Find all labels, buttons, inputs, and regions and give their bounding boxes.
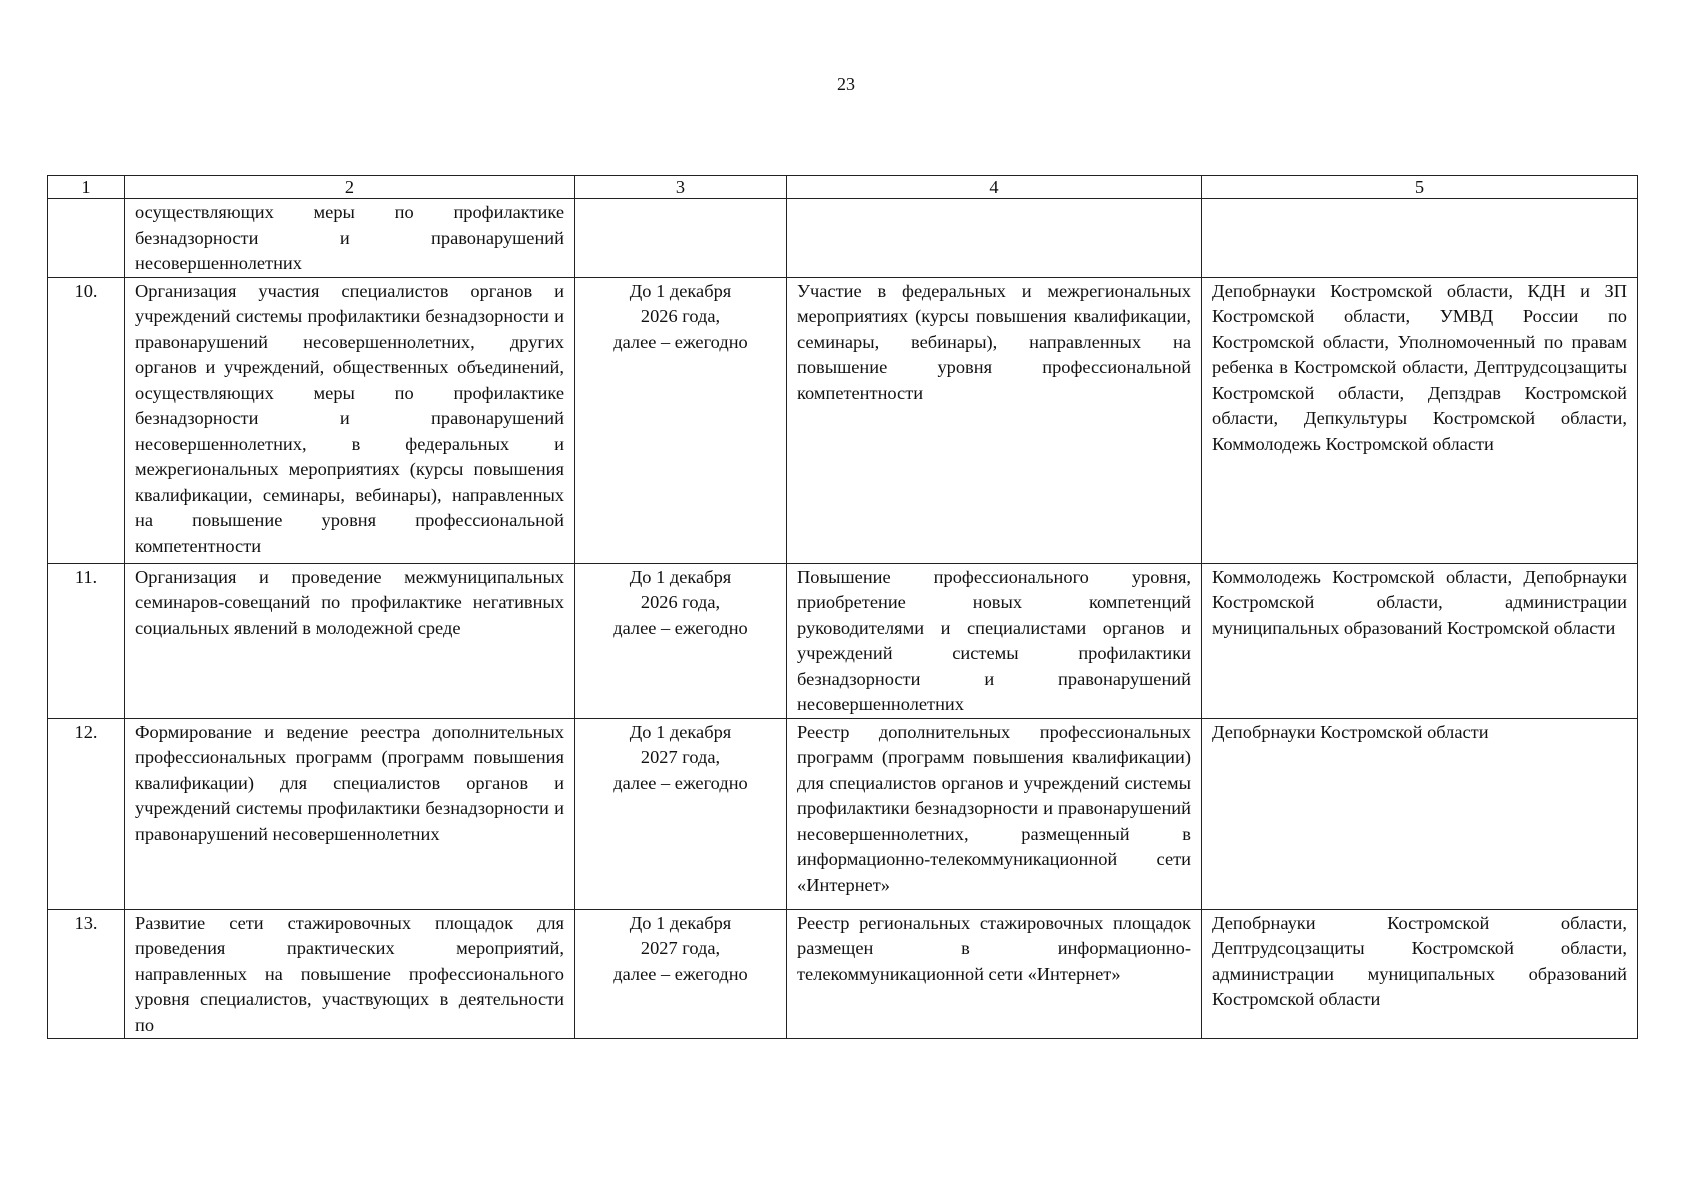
deadline-line: далее – ежегодно xyxy=(613,963,748,984)
row-number xyxy=(48,199,125,278)
deadline-cell xyxy=(575,277,787,563)
table-row xyxy=(48,563,1638,718)
column-number: 5 xyxy=(1202,176,1638,199)
deadline-line: 2027 года, xyxy=(640,938,721,958)
column-number: 1 xyxy=(48,176,125,199)
table-row xyxy=(48,199,1638,278)
deadline-line: До 1 декабря xyxy=(629,721,732,742)
column-number: 3 xyxy=(575,176,787,199)
measure-text: Формирование и ведение реестра дополнительных профессиональных программ (программ повышения квалификации) для специалистов органов и учреждений системы профилактики безнадзорности и правонарушений несовершеннолетних xyxy=(125,718,575,909)
page-number: 23 xyxy=(837,74,855,94)
deadline-cell xyxy=(575,563,787,718)
measures-table-body xyxy=(48,176,1638,1039)
deadline-line: До 1 декабря xyxy=(629,566,732,587)
deadline-line: 2026 года, xyxy=(640,592,721,612)
column-numbers-row xyxy=(48,176,1638,199)
table-row xyxy=(48,277,1638,563)
measure-text: Организация и проведение межмуниципальных семинаров-совещаний по профилактике негативных социальных явлений в молодежной среде xyxy=(125,563,575,718)
measure-text: осуществляющих меры по профилактике безнадзорности и правонарушений несовершеннолетних xyxy=(125,199,575,278)
measures-table xyxy=(47,175,1638,1039)
responsible-executors: Депобрнауки Костромской области, Дептрудсоцзащиты Костромской области, администрации муниципальных образований Костромской области xyxy=(1202,909,1638,1039)
deadline-cell xyxy=(575,718,787,909)
row-number: 12. xyxy=(48,718,125,909)
table-row xyxy=(48,718,1638,909)
deadline-line: далее – ежегодно xyxy=(613,617,748,638)
row-number: 13. xyxy=(48,909,125,1039)
deadline-line: До 1 декабря xyxy=(629,280,732,301)
deadline-cell xyxy=(575,909,787,1039)
expected-result: Реестр дополнительных профессиональных программ (программ повышения квалификации) для специалистов органов и учреждений системы профилактики безнадзорности и правонарушений несовершеннолетних, размещенный в информационно-телекоммуникационной сети «Интернет» xyxy=(787,718,1202,909)
deadline-cell xyxy=(575,199,787,278)
deadline-line: далее – ежегодно xyxy=(613,772,748,793)
responsible-executors: Депобрнауки Костромской области xyxy=(1202,718,1638,909)
deadline-line: До 1 декабря xyxy=(629,912,732,933)
measure-text: Организация участия специалистов органов и учреждений системы профилактики безнадзорности и правонарушений несовершеннолетних, других органов и учреждений, общественных объединений, осуществляющих меры по профилактике безнадзорности и правонарушений несовершеннолетних, в федеральных и межрегиональных мероприятиях (курсы повышения квалификации, семинары, вебинары), направленных на повышение уровня профессиональной компетентности xyxy=(125,277,575,563)
responsible-executors: Депобрнауки Костромской области, КДН и ЗП Костромской области, УМВД России по Костромской области, Уполномоченный по правам ребенка в Костромской области, Дептрудсоцзащиты Костромской области, Депздрав Костромской области, Депкультуры Костромской области, Коммолодежь Костромской области xyxy=(1202,277,1638,563)
measure-text: Развитие сети стажировочных площадок для проведения практических мероприятий, направленных на повышение профессионального уровня специалистов, участвующих в деятельности по xyxy=(125,909,575,1039)
responsible-executors xyxy=(1202,199,1638,278)
row-number: 10. xyxy=(48,277,125,563)
expected-result: Реестр региональных стажировочных площадок размещен в информационно-телекоммуникационной сети «Интернет» xyxy=(787,909,1202,1039)
row-number: 11. xyxy=(48,563,125,718)
expected-result: Участие в федеральных и межрегиональных мероприятиях (курсы повышения квалификации, семинары, вебинары), направленных на повышение уровня профессиональной компетентности xyxy=(787,277,1202,563)
deadline-line: 2026 года, xyxy=(640,306,721,326)
responsible-executors: Коммолодежь Костромской области, Депобрнауки Костромской области, администрации муниципальных образований Костромской области xyxy=(1202,563,1638,718)
table-row xyxy=(48,909,1638,1039)
expected-result: Повышение профессионального уровня, приобретение новых компетенций руководителями и специалистами органов и учреждений системы профилактики безнадзорности и правонарушений несовершеннолетних xyxy=(787,563,1202,718)
deadline-line: 2027 года, xyxy=(640,747,721,767)
column-number: 2 xyxy=(125,176,575,199)
column-number: 4 xyxy=(787,176,1202,199)
expected-result xyxy=(787,199,1202,278)
deadline-line: далее – ежегодно xyxy=(613,331,748,352)
